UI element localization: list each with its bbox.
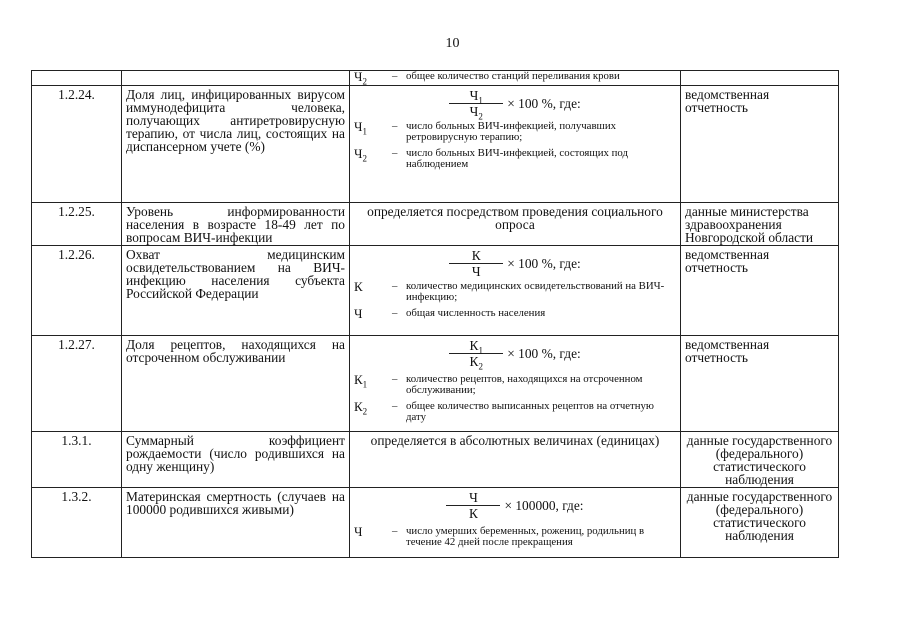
legend-item: Ч – число умерших беременных, рожениц, родильниц в течение 42 дней после прекращения <box>354 524 645 548</box>
data-source: ведомственная отчетность <box>681 86 839 203</box>
table-row <box>32 71 839 86</box>
legend-item: К – количество медицинских освидетельствований на ВИЧ-инфекцию; <box>354 279 665 303</box>
table-row <box>32 488 839 558</box>
page-number: 10 <box>445 36 460 51</box>
method-cell <box>350 488 681 558</box>
method-cell: $Ч_2$ – общее количество станций переливания крови <box>350 71 681 86</box>
table-row <box>32 86 839 203</box>
indicator-name: Суммарный коэффициент рождаемости (число родившихся на одну женщину) <box>122 432 350 488</box>
legend-text: общее количество станций переливания крови <box>406 70 620 82</box>
formula: $Ч_1$ $Ч_2$ × 100 %, где: <box>354 89 676 118</box>
legend-item: $Ч_2$ – число больных ВИЧ-инфекцией, состоящих под наблюдением <box>354 146 628 170</box>
method-cell <box>350 86 681 203</box>
name-cell <box>122 71 350 86</box>
legend-item: $К_2$ – общее количество выписанных рецептов на отчетную дату <box>354 399 655 423</box>
row-number: 1.2.24. <box>32 86 122 203</box>
table-row <box>32 246 839 336</box>
indicator-name: Материнская смертность (случаев на 100000 родившихся живыми) <box>122 488 350 558</box>
formula: К Ч × 100 %, где: <box>354 249 676 278</box>
data-source: данные государственного (федерального) статистического наблюдения <box>681 432 839 488</box>
indicator-name: Доля рецептов, находящихся на отсроченном обслуживании <box>122 336 350 432</box>
method-cell <box>350 246 681 336</box>
method-cell <box>350 336 681 432</box>
legend-item: Ч – общая численность населения <box>354 306 546 321</box>
row-number: 1.3.1. <box>32 432 122 488</box>
legend-item: $К_1$ – количество рецептов, находящихся на отсроченном обслуживании; <box>354 372 643 396</box>
formula: Ч К × 100000, где: <box>354 491 676 520</box>
row-number: 1.3.2. <box>32 488 122 558</box>
method-cell: определяется в абсолютных величинах (единицах) <box>350 432 681 488</box>
data-source: ведомственная отчетность <box>681 246 839 336</box>
num-cell <box>32 71 122 86</box>
indicator-table <box>31 70 839 558</box>
table-row <box>32 432 839 488</box>
source-cell <box>681 71 839 86</box>
row-number: 1.2.26. <box>32 246 122 336</box>
table-row <box>32 203 839 246</box>
data-source: данные министерства здравоохранения Новгородской области <box>681 203 839 246</box>
indicator-name: Уровень информированности населения в возрасте 18-49 лет по вопросам ВИЧ-инфекции <box>122 203 350 246</box>
indicator-name: Доля лиц, инфицированных вирусом иммунодефицита человека, получающих антиретровирусную терапию, от числа лиц, состоящих на диспансерном учете (%) <box>122 86 350 203</box>
method-cell: определяется посредством проведения социального опроса <box>350 203 681 246</box>
formula: $К_1$ $К_2$ × 100 %, где: <box>354 339 676 368</box>
data-source: данные государственного (федерального) статистического наблюдения <box>681 488 839 558</box>
row-number: 1.2.27. <box>32 336 122 432</box>
data-source: ведомственная отчетность <box>681 336 839 432</box>
indicator-name: Охват медицинским освидетельствованием на ВИЧ-инфекцию населения субъекта Российской Федерации <box>122 246 350 336</box>
legend-item: $Ч_1$ – число больных ВИЧ-инфекцией, получавших ретровирусную терапию; <box>354 119 617 143</box>
row-number: 1.2.25. <box>32 203 122 246</box>
table-row <box>32 336 839 432</box>
